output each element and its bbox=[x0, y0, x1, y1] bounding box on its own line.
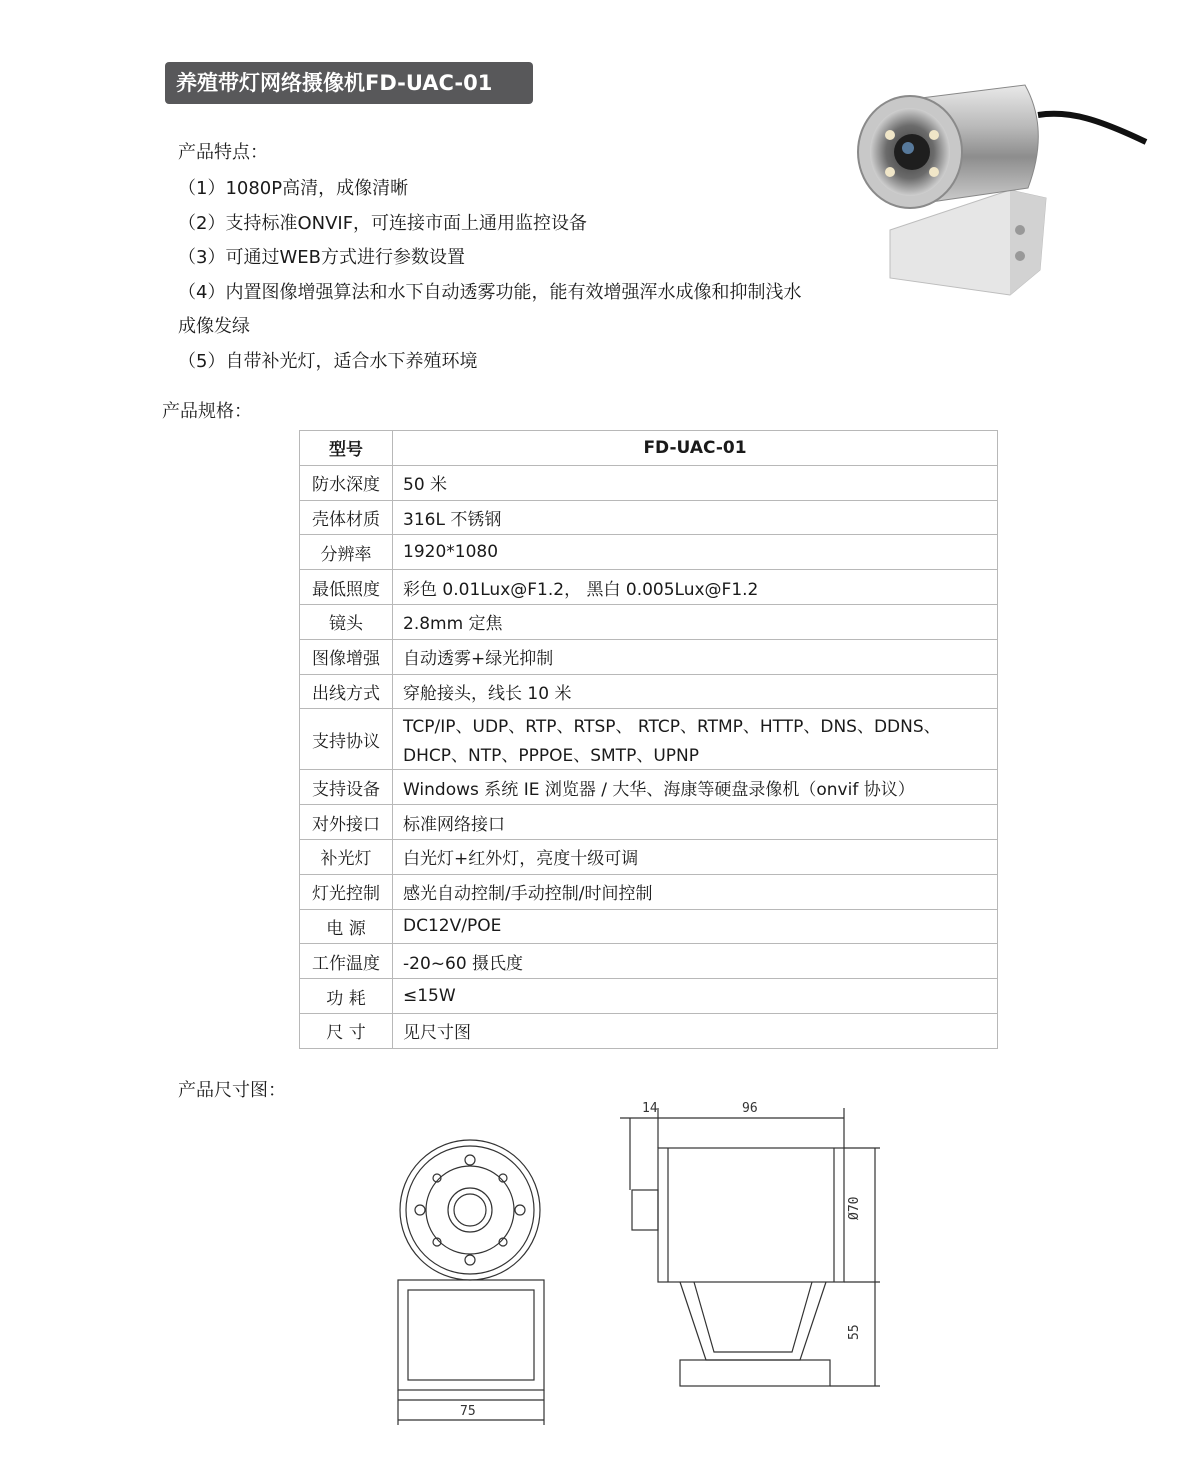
table-row bbox=[300, 944, 998, 979]
table-row bbox=[300, 570, 998, 605]
spec-value: 50 米 bbox=[393, 465, 998, 500]
spec-value: 感光自动控制/手动控制/时间控制 bbox=[393, 874, 998, 909]
spec-value-line2: DHCP、NTP、PPPOE、SMTP、UPNP bbox=[403, 746, 699, 767]
spec-value: DC12V/POE bbox=[393, 909, 998, 944]
spec-header-key: 型号 bbox=[300, 431, 393, 466]
spec-header-row bbox=[300, 431, 998, 466]
table-row bbox=[300, 674, 998, 709]
spec-value: 316L 不锈钢 bbox=[393, 500, 998, 535]
side-view bbox=[620, 1108, 880, 1386]
table-row bbox=[300, 979, 998, 1014]
feature-item: （1）1080P高清，成像清晰 bbox=[178, 178, 409, 199]
spec-value: 穿舱接头，线长 10 米 bbox=[393, 674, 998, 709]
spec-key: 防水深度 bbox=[300, 465, 393, 500]
table-row bbox=[300, 465, 998, 500]
spec-key: 尺 寸 bbox=[300, 1013, 393, 1048]
dim-75: 75 bbox=[460, 1404, 476, 1419]
spec-value bbox=[393, 709, 998, 770]
feature-item-continuation: 成像发绿 bbox=[178, 316, 250, 337]
spec-value: 白光灯+红外灯，亮度十级可调 bbox=[393, 839, 998, 874]
spec-key: 对外接口 bbox=[300, 805, 393, 840]
table-row bbox=[300, 604, 998, 639]
spec-key: 镜头 bbox=[300, 604, 393, 639]
dim-55: 55 bbox=[847, 1324, 862, 1340]
feature-item: （3）可通过WEB方式进行参数设置 bbox=[178, 247, 465, 268]
dim-14: 14 bbox=[642, 1101, 658, 1116]
spec-key: 壳体材质 bbox=[300, 500, 393, 535]
spec-value: 1920*1080 bbox=[393, 535, 998, 570]
spec-key: 最低照度 bbox=[300, 570, 393, 605]
spec-heading: 产品规格： bbox=[162, 401, 252, 422]
spec-table bbox=[299, 430, 998, 1049]
feature-item: （5）自带补光灯，适合水下养殖环境 bbox=[178, 350, 478, 372]
feature-item: （4）内置图像增强算法和水下自动透雾功能，能有效增强浑水成像和抑制浅水 bbox=[178, 281, 802, 303]
spec-value: 自动透雾+绿光抑制 bbox=[393, 639, 998, 674]
camera-photo bbox=[850, 80, 1150, 310]
spec-key: 分辨率 bbox=[300, 535, 393, 570]
spec-value: -20~60 摄氏度 bbox=[393, 944, 998, 979]
spec-key: 补光灯 bbox=[300, 839, 393, 874]
spec-key: 图像增强 bbox=[300, 639, 393, 674]
spec-key: 电 源 bbox=[300, 909, 393, 944]
table-row bbox=[300, 535, 998, 570]
page-title: 养殖带灯网络摄像机FD-UAC-01 bbox=[165, 62, 533, 104]
feature-list bbox=[178, 172, 868, 379]
spec-value: 见尺寸图 bbox=[393, 1013, 998, 1048]
spec-key: 功 耗 bbox=[300, 979, 393, 1014]
table-row bbox=[300, 500, 998, 535]
table-row bbox=[300, 709, 998, 770]
table-row bbox=[300, 770, 998, 805]
spec-value: ≤15W bbox=[393, 979, 998, 1014]
spec-key: 支持协议 bbox=[300, 709, 393, 770]
spec-key: 出线方式 bbox=[300, 674, 393, 709]
table-row bbox=[300, 1013, 998, 1048]
spec-key: 工作温度 bbox=[300, 944, 393, 979]
spec-value: 2.8mm 定焦 bbox=[393, 604, 998, 639]
spec-key: 支持设备 bbox=[300, 770, 393, 805]
spec-value: 彩色 0.01Lux@F1.2， 黑白 0.005Lux@F1.2 bbox=[393, 570, 998, 605]
spec-header-value: FD-UAC-01 bbox=[393, 431, 998, 466]
dim-96: 96 bbox=[742, 1101, 758, 1116]
features-heading: 产品特点： bbox=[178, 142, 268, 163]
dimensions-heading: 产品尺寸图： bbox=[178, 1080, 286, 1101]
table-row bbox=[300, 639, 998, 674]
spec-value-line1: TCP/IP、UDP、RTP、RTSP、 RTCP、RTMP、HTTP、DNS、DDNS、 bbox=[403, 717, 941, 738]
table-row bbox=[300, 839, 998, 874]
spec-key: 灯光控制 bbox=[300, 874, 393, 909]
dimension-drawing bbox=[380, 1090, 900, 1430]
table-row bbox=[300, 909, 998, 944]
table-row bbox=[300, 805, 998, 840]
feature-item: （2）支持标准ONVIF，可连接市面上通用监控设备 bbox=[178, 212, 588, 234]
dim-70: Ø70 bbox=[847, 1196, 862, 1220]
front-view bbox=[398, 1140, 544, 1425]
spec-value: 标准网络接口 bbox=[393, 805, 998, 840]
table-row bbox=[300, 874, 998, 909]
spec-value: Windows 系统 IE 浏览器 / 大华、海康等硬盘录像机（onvif 协议） bbox=[393, 770, 998, 805]
